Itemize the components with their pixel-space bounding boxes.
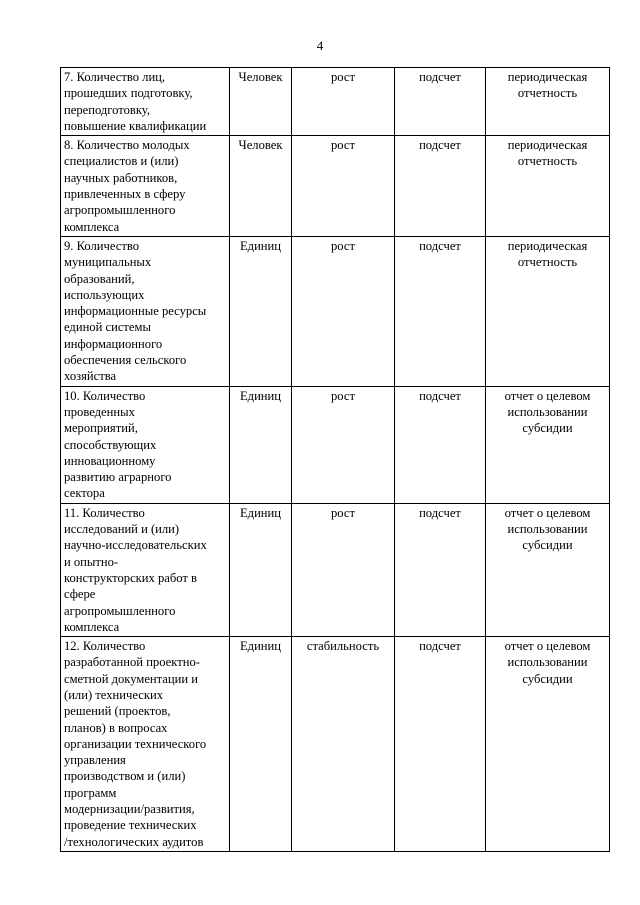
unit-cell: Единиц bbox=[230, 386, 292, 503]
unit-cell: Единиц bbox=[230, 637, 292, 852]
source-cell: отчет о целевом использовании субсидии bbox=[486, 386, 610, 503]
table-row bbox=[61, 136, 610, 237]
trend-cell: рост bbox=[292, 503, 395, 636]
trend-cell: рост bbox=[292, 386, 395, 503]
method-cell: подсчет bbox=[395, 503, 486, 636]
table-row bbox=[61, 637, 610, 852]
indicator-name-cell: 11. Количество исследований и (или) научно-исследовательских и опытно- конструкторских работ в сфере агропромышленного комплекса bbox=[61, 503, 230, 636]
unit-cell: Единиц bbox=[230, 503, 292, 636]
unit-cell: Человек bbox=[230, 68, 292, 136]
method-cell: подсчет bbox=[395, 637, 486, 852]
source-cell: отчет о целевом использовании субсидии bbox=[486, 637, 610, 852]
table-row bbox=[61, 236, 610, 386]
source-cell: периодическая отчетность bbox=[486, 68, 610, 136]
indicators-table bbox=[60, 67, 610, 852]
indicator-name-cell: 10. Количество проведенных мероприятий, способствующих инновационному развитию аграрного сектора bbox=[61, 386, 230, 503]
source-cell: периодическая отчетность bbox=[486, 136, 610, 237]
table-row bbox=[61, 68, 610, 136]
indicator-name-cell: 9. Количество муниципальных образований, использующих информационные ресурсы единой системы информационного обеспечения сельского хозяйства bbox=[61, 236, 230, 386]
method-cell: подсчет bbox=[395, 386, 486, 503]
unit-cell: Человек bbox=[230, 136, 292, 237]
method-cell: подсчет bbox=[395, 136, 486, 237]
page-number: 4 bbox=[316, 38, 324, 53]
trend-cell: рост bbox=[292, 68, 395, 136]
method-cell: подсчет bbox=[395, 68, 486, 136]
indicator-name-cell: 12. Количество разработанной проектно- сметной документации и (или) технических решений (проектов, планов) в вопросах организации технического управления производством и (или) программ модернизации/развития, проведение технических /технологических аудитов bbox=[61, 637, 230, 852]
trend-cell: стабильность bbox=[292, 637, 395, 852]
table-row bbox=[61, 503, 610, 636]
table-row bbox=[61, 386, 610, 503]
trend-cell: рост bbox=[292, 236, 395, 386]
indicator-name-cell: 8. Количество молодых специалистов и (или) научных работников, привлеченных в сферу агропромышленного комплекса bbox=[61, 136, 230, 237]
source-cell: периодическая отчетность bbox=[486, 236, 610, 386]
source-cell: отчет о целевом использовании субсидии bbox=[486, 503, 610, 636]
method-cell: подсчет bbox=[395, 236, 486, 386]
trend-cell: рост bbox=[292, 136, 395, 237]
unit-cell: Единиц bbox=[230, 236, 292, 386]
indicator-name-cell: 7. Количество лиц, прошедших подготовку, переподготовку, повышение квалификации bbox=[61, 68, 230, 136]
